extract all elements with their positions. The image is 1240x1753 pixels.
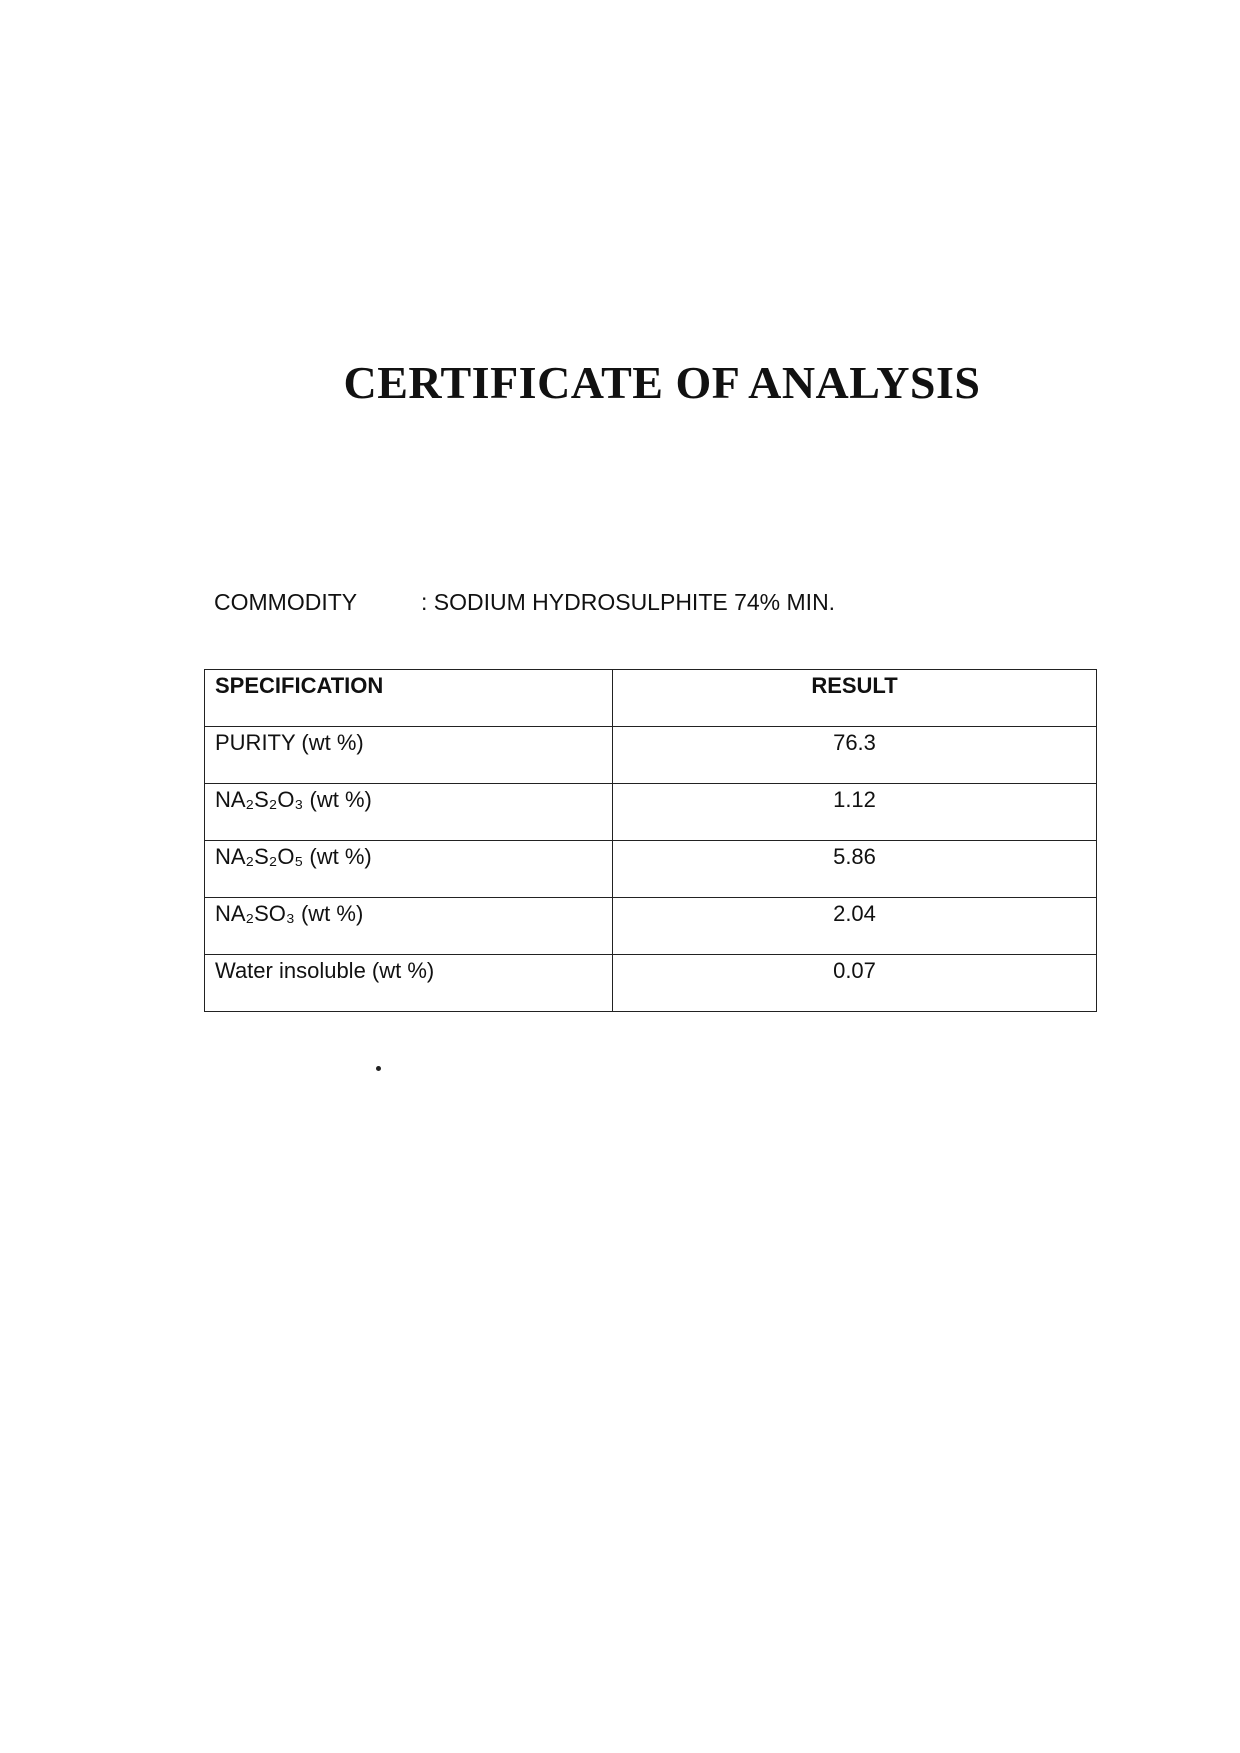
commodity-value: : SODIUM HYDROSULPHITE 74% MIN.: [421, 589, 836, 615]
specification-cell: NA₂SO₃ (wt %): [205, 898, 613, 955]
scan-speck: [376, 1066, 381, 1071]
specification-cell: NA₂S₂O₃ (wt %): [205, 784, 613, 841]
table-row: [205, 784, 1097, 841]
commodity-line: [214, 589, 835, 616]
table-row: [205, 841, 1097, 898]
specification-header: SPECIFICATION: [205, 670, 613, 727]
commodity-label: COMMODITY: [214, 589, 358, 615]
specification-cell: NA₂S₂O₅ (wt %): [205, 841, 613, 898]
table-row: [205, 898, 1097, 955]
analysis-table: [204, 669, 1097, 1012]
document-title: CERTIFICATE OF ANALYSIS: [343, 357, 981, 408]
specification-cell: Water insoluble (wt %): [205, 955, 613, 1012]
result-cell: 2.04: [613, 898, 1097, 955]
table-header-row: [205, 670, 1097, 727]
result-cell: 5.86: [613, 841, 1097, 898]
result-header: RESULT: [613, 670, 1097, 727]
result-cell: 1.12: [613, 784, 1097, 841]
table-row: [205, 727, 1097, 784]
table-row: [205, 955, 1097, 1012]
specification-cell: PURITY (wt %): [205, 727, 613, 784]
result-cell: 76.3: [613, 727, 1097, 784]
result-cell: 0.07: [613, 955, 1097, 1012]
